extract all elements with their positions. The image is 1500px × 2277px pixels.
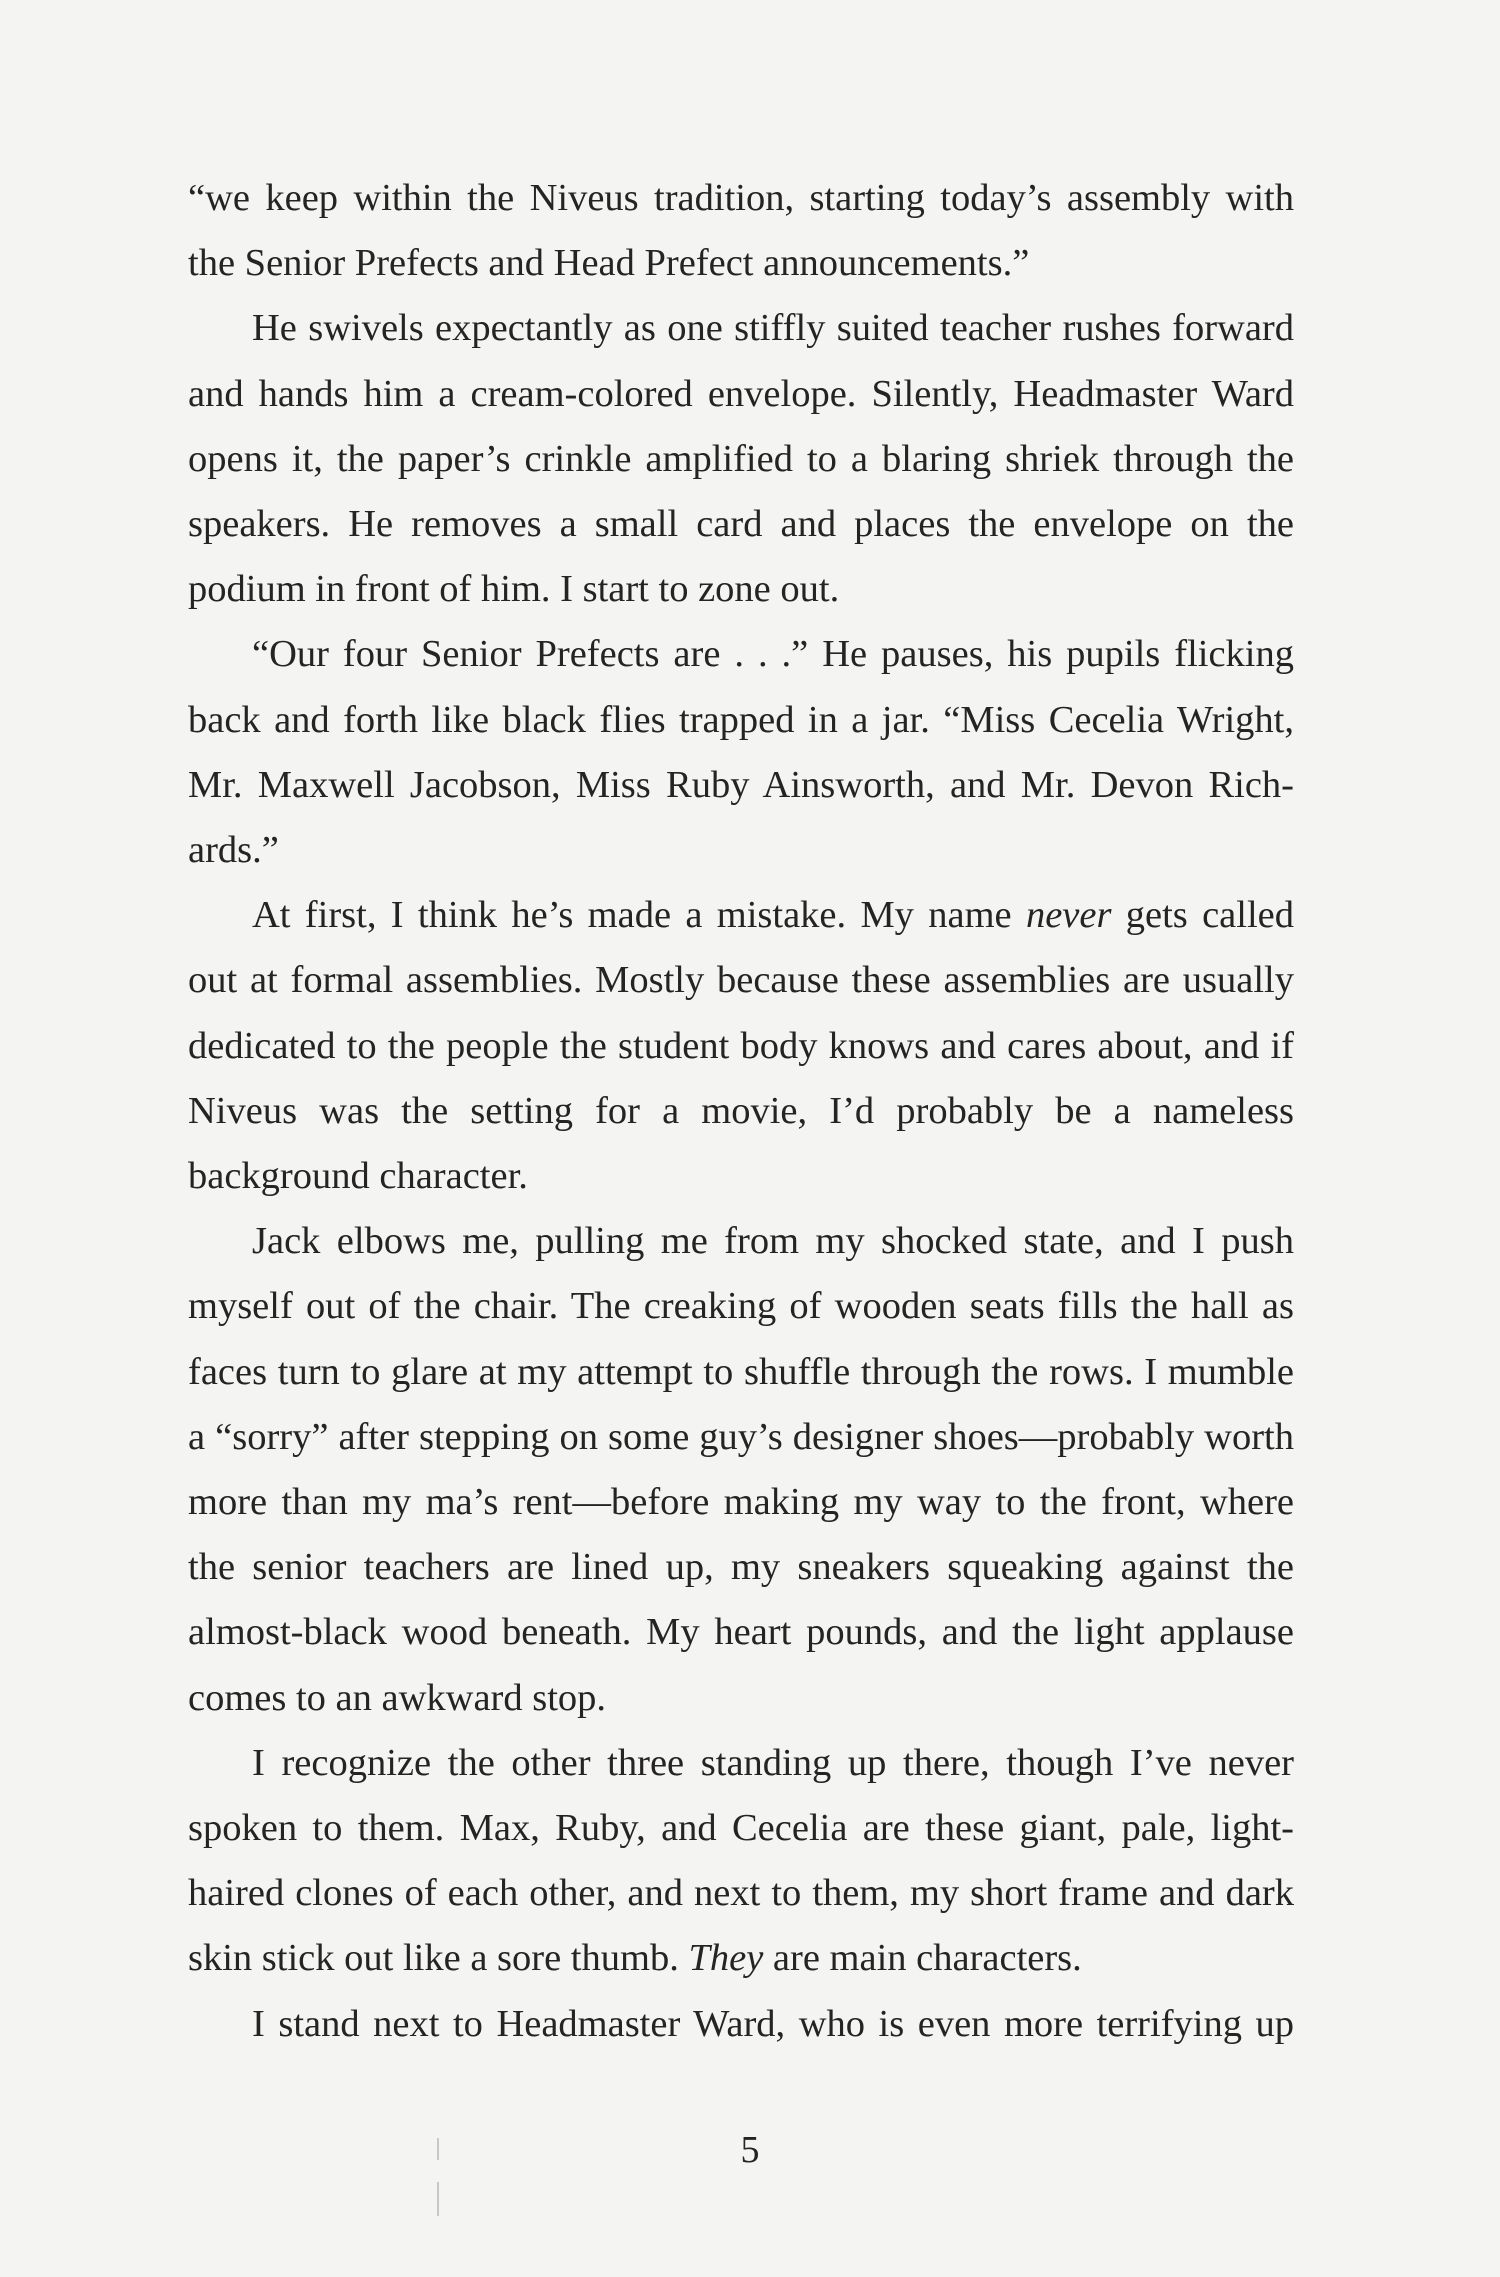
paragraph-3	[188, 622, 1294, 883]
paragraph-3-text: “Our four Senior Prefects are . . .” He pauses, his pupils flicking back and forth like black flies trapped in a jar. “Miss Cecelia Wright, Mr. Maxwell Jacobson, Miss Ruby Ainsworth, and Mr. Devon Richards.”	[188, 633, 1294, 872]
paragraph-2	[188, 296, 1294, 622]
paragraph-4-emphasis: never	[1025, 894, 1112, 937]
paragraph-4-text-b: gets called out at formal assemblies. Mostly because these assemblies are usually dedicated to the people the student body knows and cares about, and if Niveus was the setting for a movie, I’d probably be a nameless background character.	[188, 894, 1294, 1198]
paragraph-6-text-b: are main characters.	[763, 1937, 1082, 1980]
scan-mark	[437, 2138, 439, 2160]
paragraph-6-emphasis: They	[688, 1937, 764, 1980]
paragraph-1-text: “we keep within the Niveus tradition, starting today’s assembly with the Senior Prefects and Head Prefect announcements.”	[188, 177, 1294, 285]
paragraph-5-text: Jack elbows me, pulling me from my shocked state, and I push myself out of the chair. The creaking of wooden seats fills the hall as faces turn to glare at my attempt to shuffle through the rows. I mumble a “sorry” after stepping on some guy’s designer shoes—probably worth more than my ma’s rent—before making my way to the front, where the senior teachers are lined up, my sneakers squeaking against the almost-black wood beneath. My heart pounds, and the light applause comes to an awkward stop.	[188, 1220, 1294, 1719]
paragraph-6	[188, 1731, 1294, 1992]
body-text	[188, 166, 1294, 2057]
paragraph-1	[188, 166, 1294, 296]
paragraph-7-text: I stand next to Headmaster Ward, who is even more terrifying up	[252, 2002, 1294, 2045]
paragraph-4-text-a: At first, I think he’s made a mistake. My name	[252, 894, 1026, 937]
paragraph-5	[188, 1209, 1294, 1731]
paragraph-7	[188, 1992, 1294, 2057]
paragraph-6-text-a: I recognize the other three standing up there, though I’ve never spoken to them. Max, Ruby, and Cecelia are these giant, pale, light-haired clones of each other, and next to them, my short frame and dark skin stick out like a sore thumb.	[188, 1741, 1294, 1980]
scan-mark	[437, 2182, 439, 2216]
paragraph-2-text: He swivels expectantly as one stiffly suited teacher rushes forward and hands him a cream-colored envelope. Silently, Headmaster Ward opens it, the paper’s crinkle amplified to a blaring shriek through the speakers. He removes a small card and places the envelope on the podium in front of him. I start to zone out.	[188, 307, 1294, 611]
paragraph-4	[188, 883, 1294, 1209]
page-number: 5	[740, 2129, 760, 2171]
